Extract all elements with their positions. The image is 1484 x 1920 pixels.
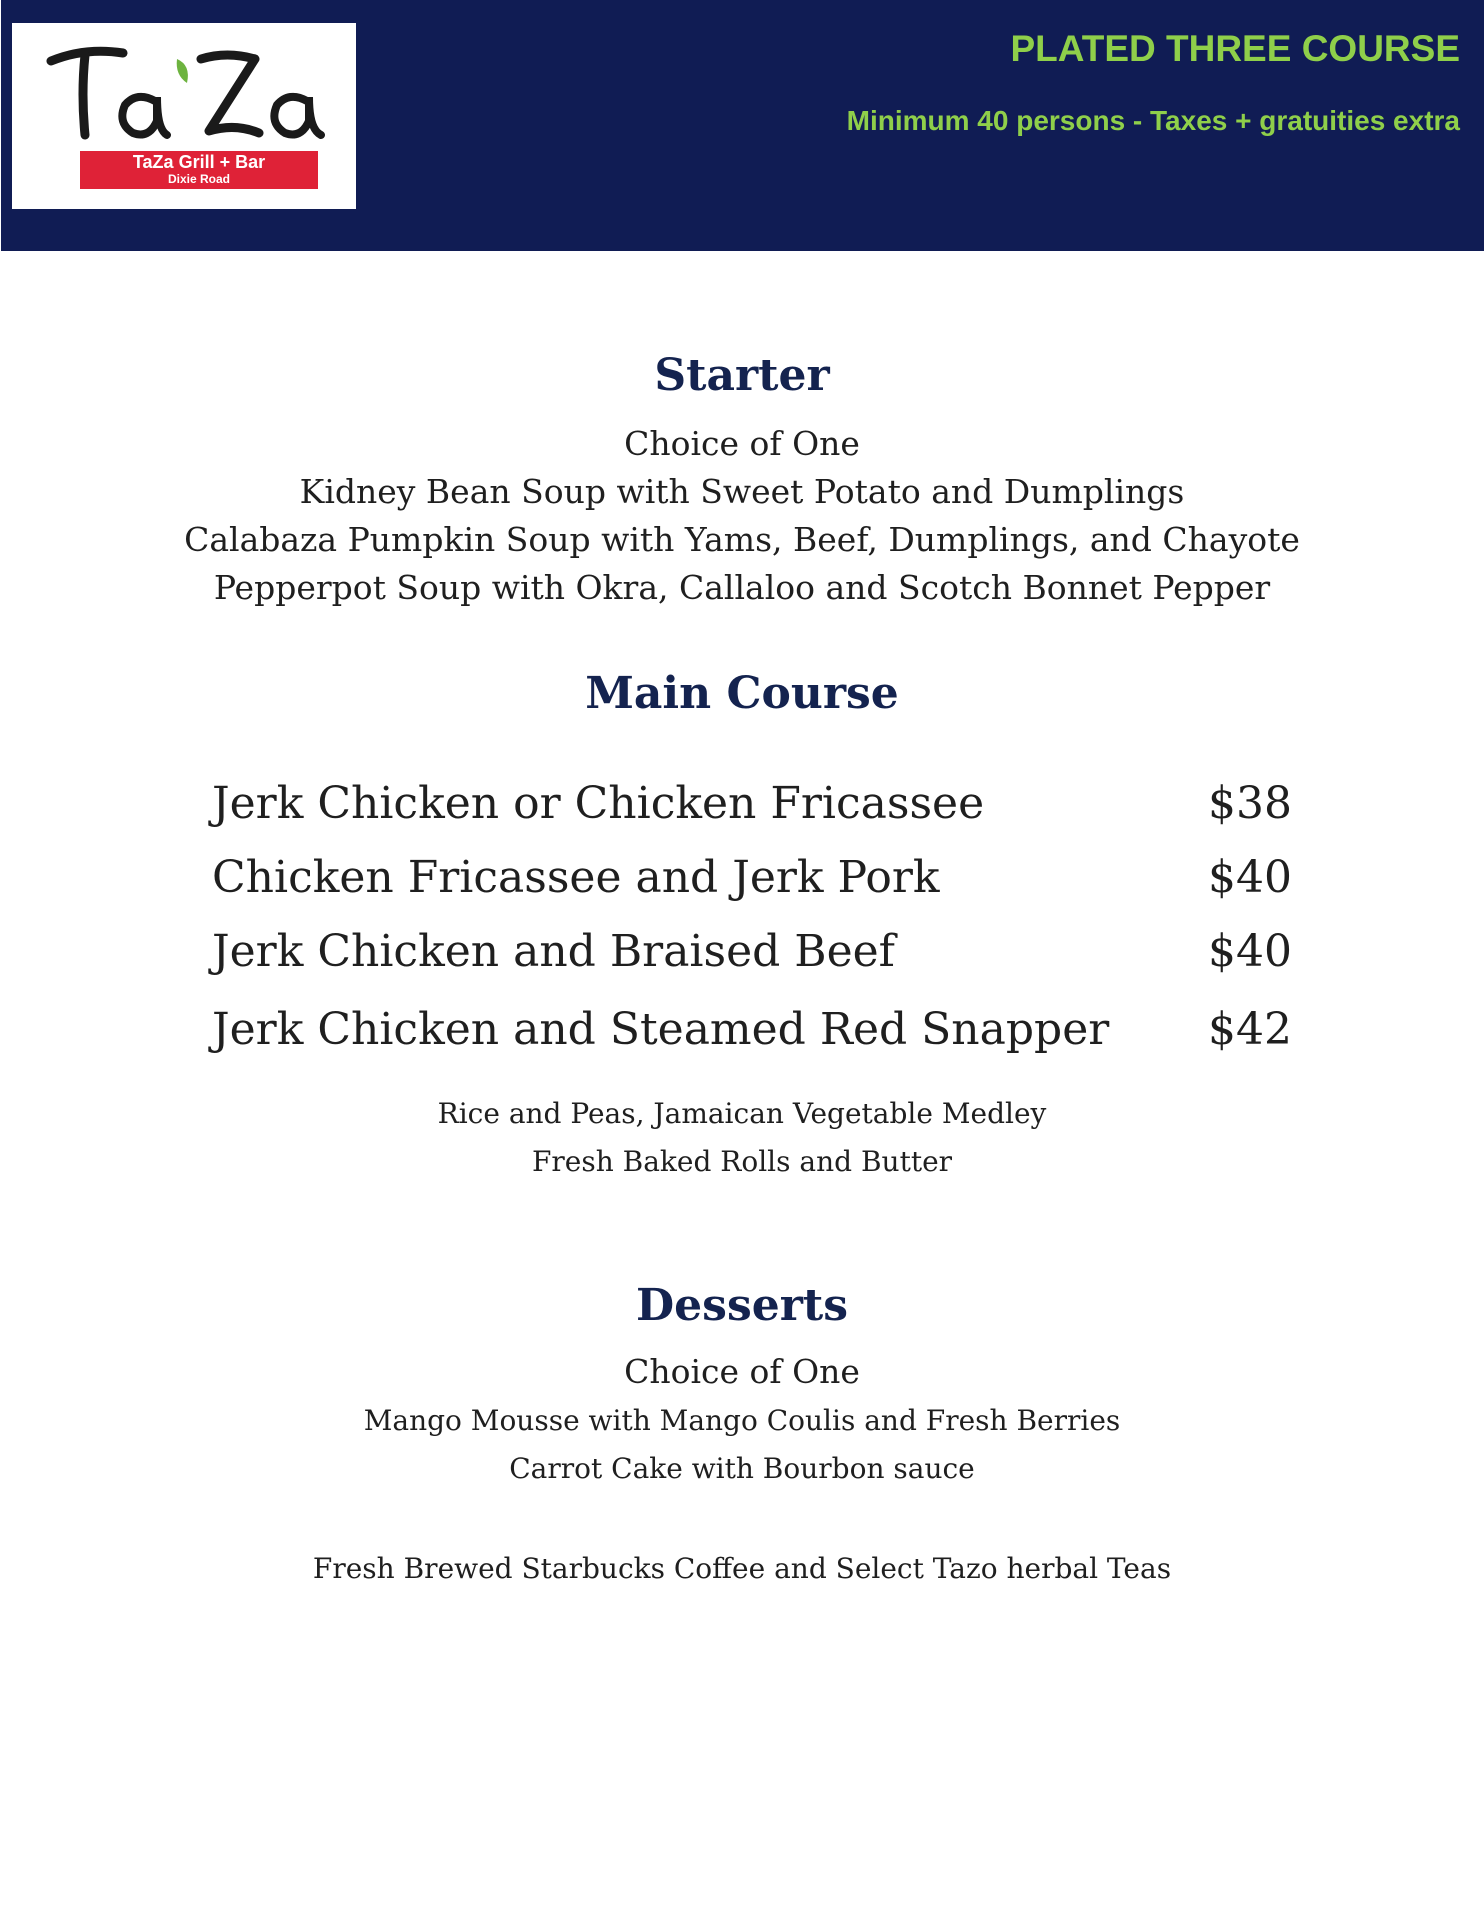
main-course-side: Fresh Baked Rolls and Butter bbox=[531, 1145, 953, 1178]
dish-name: Jerk Chicken or Chicken Fricassee bbox=[212, 778, 985, 829]
starter-item: Calabaza Pumpkin Soup with Yams, Beef, Dumplings, and Chayote bbox=[184, 520, 1300, 559]
main-course-item bbox=[212, 849, 1292, 907]
logo-band bbox=[80, 151, 318, 189]
main-course-heading: Main Course bbox=[585, 668, 899, 719]
header-banner bbox=[1, 0, 1484, 251]
menu-conditions: Minimum 40 persons - Taxes + gratuities extra bbox=[846, 105, 1460, 136]
dish-name: Chicken Fricassee and Jerk Pork bbox=[212, 852, 940, 903]
starter-choice: Choice of One bbox=[624, 424, 860, 463]
dish-name: Jerk Chicken and Braised Beef bbox=[212, 926, 895, 977]
logo-location: Dixie Road bbox=[167, 172, 230, 186]
desserts-choice: Choice of One bbox=[624, 1352, 860, 1391]
dessert-item: Carrot Cake with Bourbon sauce bbox=[509, 1452, 975, 1485]
logo-wordmark bbox=[45, 39, 335, 149]
dish-price: $40 bbox=[1208, 926, 1292, 977]
beverages-line: Fresh Brewed Starbucks Coffee and Select Tazo herbal Teas bbox=[312, 1552, 1172, 1585]
starter-item: Pepperpot Soup with Okra, Callaloo and Scotch Bonnet Pepper bbox=[213, 568, 1271, 607]
dish-name: Jerk Chicken and Steamed Red Snapper bbox=[212, 1004, 1110, 1055]
main-course-side: Rice and Peas, Jamaican Vegetable Medley bbox=[437, 1097, 1047, 1130]
starter-heading: Starter bbox=[654, 350, 830, 401]
dish-price: $38 bbox=[1208, 778, 1292, 829]
main-course-item bbox=[212, 1001, 1292, 1059]
logo-name: TaZa Grill + Bar bbox=[132, 152, 266, 172]
dish-price: $42 bbox=[1208, 1004, 1292, 1055]
main-course-item bbox=[212, 775, 1292, 833]
dessert-item: Mango Mousse with Mango Coulis and Fresh Berries bbox=[363, 1404, 1121, 1437]
dish-price: $40 bbox=[1208, 852, 1292, 903]
desserts-heading: Desserts bbox=[636, 1280, 848, 1331]
starter-item: Kidney Bean Soup with Sweet Potato and Dumplings bbox=[299, 472, 1185, 511]
main-course-item bbox=[212, 923, 1292, 981]
logo bbox=[12, 23, 356, 209]
menu-title: PLATED THREE COURSE bbox=[1010, 28, 1460, 69]
